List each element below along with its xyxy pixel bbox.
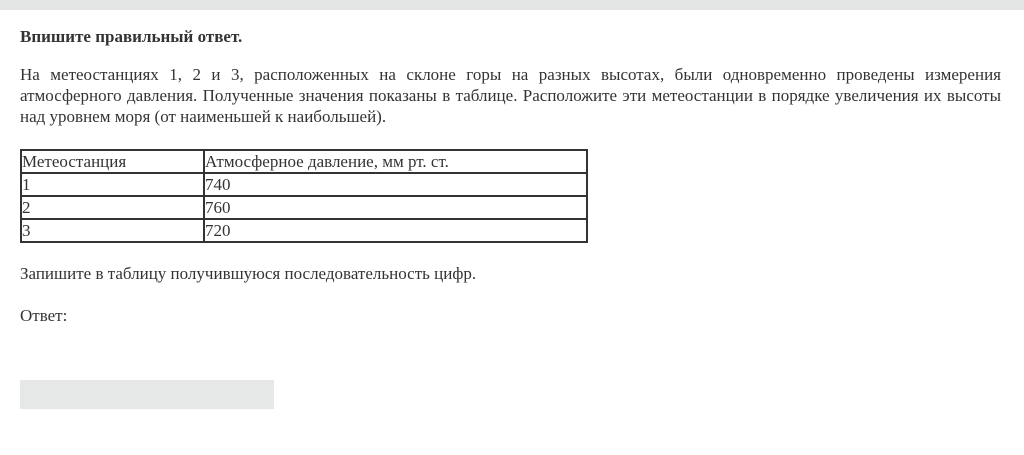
table-header-cell: Атмосферное давление, мм рт. ст. [204, 150, 587, 173]
table-header-cell: Метеостанция [21, 150, 204, 173]
table-row [21, 173, 587, 196]
task-content [20, 27, 1001, 326]
task-instruction: Впишите правильный ответ. [20, 27, 243, 46]
table-row [21, 219, 587, 242]
table-header-row [21, 150, 587, 173]
pressure-cell: 720 [204, 219, 587, 242]
question-text: На метеостанциях 1, 2 и 3, расположенных на склоне горы на разных высотах, были одновременно проведены измерения атмосферного давления. Полученные значения показаны в таблице. Расположите эти метеостанции в порядке увеличения их высоты над уровнем моря (от наименьшей к наибольшей). [20, 65, 1001, 126]
top-bar [0, 0, 1024, 10]
table-row [21, 196, 587, 219]
pressure-cell: 760 [204, 196, 587, 219]
followup-instruction: Запишите в таблицу получившуюся последовательность цифр. [20, 264, 477, 283]
station-cell: 3 [21, 219, 204, 242]
pressure-cell: 740 [204, 173, 587, 196]
station-cell: 1 [21, 173, 204, 196]
station-cell: 2 [21, 196, 204, 219]
pressure-table [20, 149, 588, 243]
answer-label: Ответ: [20, 306, 68, 325]
answer-input[interactable] [20, 380, 274, 409]
